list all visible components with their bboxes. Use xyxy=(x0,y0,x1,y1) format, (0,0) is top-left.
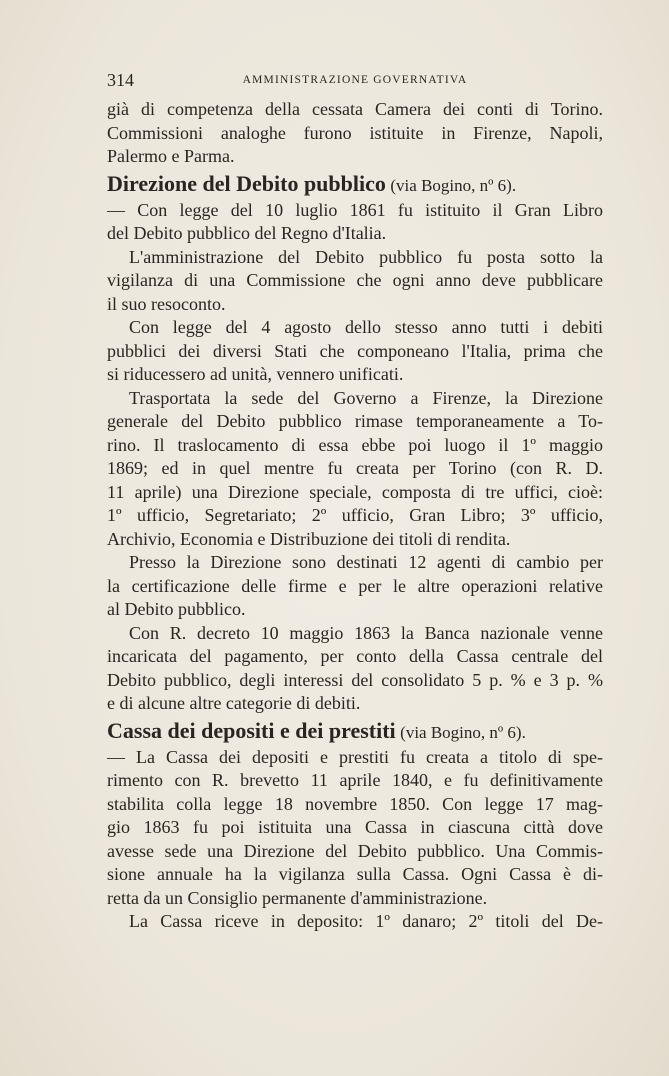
text-line: 1869; ed in quel mentre fu creata per Torino (con R. D. xyxy=(107,458,603,478)
text-line: del Debito pubblico del Regno d'Italia. xyxy=(107,223,387,243)
text-line: gio 1863 fu poi istituita una Cassa in ciascuna città dove xyxy=(107,817,603,837)
text-line: la certificazione delle firme e per le altre operazioni relative xyxy=(107,575,603,596)
text-line: Commissioni analoghe furono istituite in Firenze, Napoli, xyxy=(107,122,603,143)
text-line: stabilita colla legge 18 novembre 1850. Con legge 17 mag- xyxy=(107,793,603,814)
text-line: incaricata del pagamento, per conto della Cassa centrale del xyxy=(107,646,603,666)
text-line: rino. Il traslocamento di essa ebbe poi luogo il 1º maggio xyxy=(107,434,603,455)
section-heading-line xyxy=(107,716,603,746)
text-line: Trasportata la sede del Governo a Firenze, la Direzione xyxy=(129,387,603,408)
page-number: 314 xyxy=(107,70,134,90)
text-line: avesse sede una Direzione del Debito pubblico. Una Commis- xyxy=(107,840,603,861)
text-line: La Cassa riceve in deposito: 1º danaro; 2º titoli del De- xyxy=(129,911,603,931)
text-line: Archivio, Economia e Distribuzione dei titoli di rendita. xyxy=(107,528,511,549)
text-line: — La Cassa dei depositi e prestiti fu creata a titolo di spe- xyxy=(107,746,603,767)
text-line: generale del Debito pubblico rimase temporaneamente a To- xyxy=(107,411,603,431)
text-line: rimento con R. brevetto 11 aprile 1840, e fu definitivamente xyxy=(107,770,603,790)
text-line: vigilanza di una Commissione che ogni anno deve pubblicare xyxy=(107,270,603,290)
text-line: Palermo e Parma. xyxy=(107,146,235,166)
text-line: Debito pubblico, degli interessi del consolidato 5 p. % e 3 p. % xyxy=(107,669,603,690)
text-line: pubblici dei diversi Stati che componeano l'Italia, prima che xyxy=(107,340,603,361)
text-line: retta da un Consiglio permanente d'amministrazione. xyxy=(107,887,488,908)
section-heading-line xyxy=(107,169,603,199)
section-heading: Cassa dei depositi e dei prestiti xyxy=(107,717,396,743)
text-line: — Con legge del 10 luglio 1861 fu istituito il Gran Libro xyxy=(107,199,603,220)
page-header xyxy=(107,70,603,94)
text-line: 1º ufficio, Segretariato; 2º ufficio, Gran Libro; 3º ufficio, xyxy=(107,505,603,525)
text-line: il suo resoconto. xyxy=(107,293,226,314)
text-line: 11 aprile) una Direzione speciale, composta di tre uffici, cioè: xyxy=(107,481,603,502)
section-heading: Direzione del Debito pubblico xyxy=(107,170,386,196)
text-line: Con R. decreto 10 maggio 1863 la Banca nazionale venne xyxy=(129,622,603,643)
text-line: già di competenza della cessata Camera dei conti di Torino. xyxy=(107,99,603,119)
text-line: L'amministrazione del Debito pubblico fu posta sotto la xyxy=(129,246,603,267)
text-line: si riducessero ad unità, vennero unificati. xyxy=(107,364,404,384)
section-address: (via Bogino, nº 6). xyxy=(390,175,517,195)
text-line: Con legge del 4 agosto dello stesso anno tutti i debiti xyxy=(129,317,603,337)
text-line: Presso la Direzione sono destinati 12 agenti di cambio per xyxy=(129,552,603,572)
text-line: sione annuale ha la vigilanza sulla Cassa. Ogni Cassa è di- xyxy=(107,864,603,884)
section-address: (via Bogino, nº 6). xyxy=(400,722,526,742)
body-text xyxy=(107,98,603,934)
text-line: e di alcune altre categorie di debiti. xyxy=(107,693,361,713)
text-line: al Debito pubblico. xyxy=(107,599,246,619)
running-title: AMMINISTRAZIONE GOVERNATIVA xyxy=(242,74,468,86)
